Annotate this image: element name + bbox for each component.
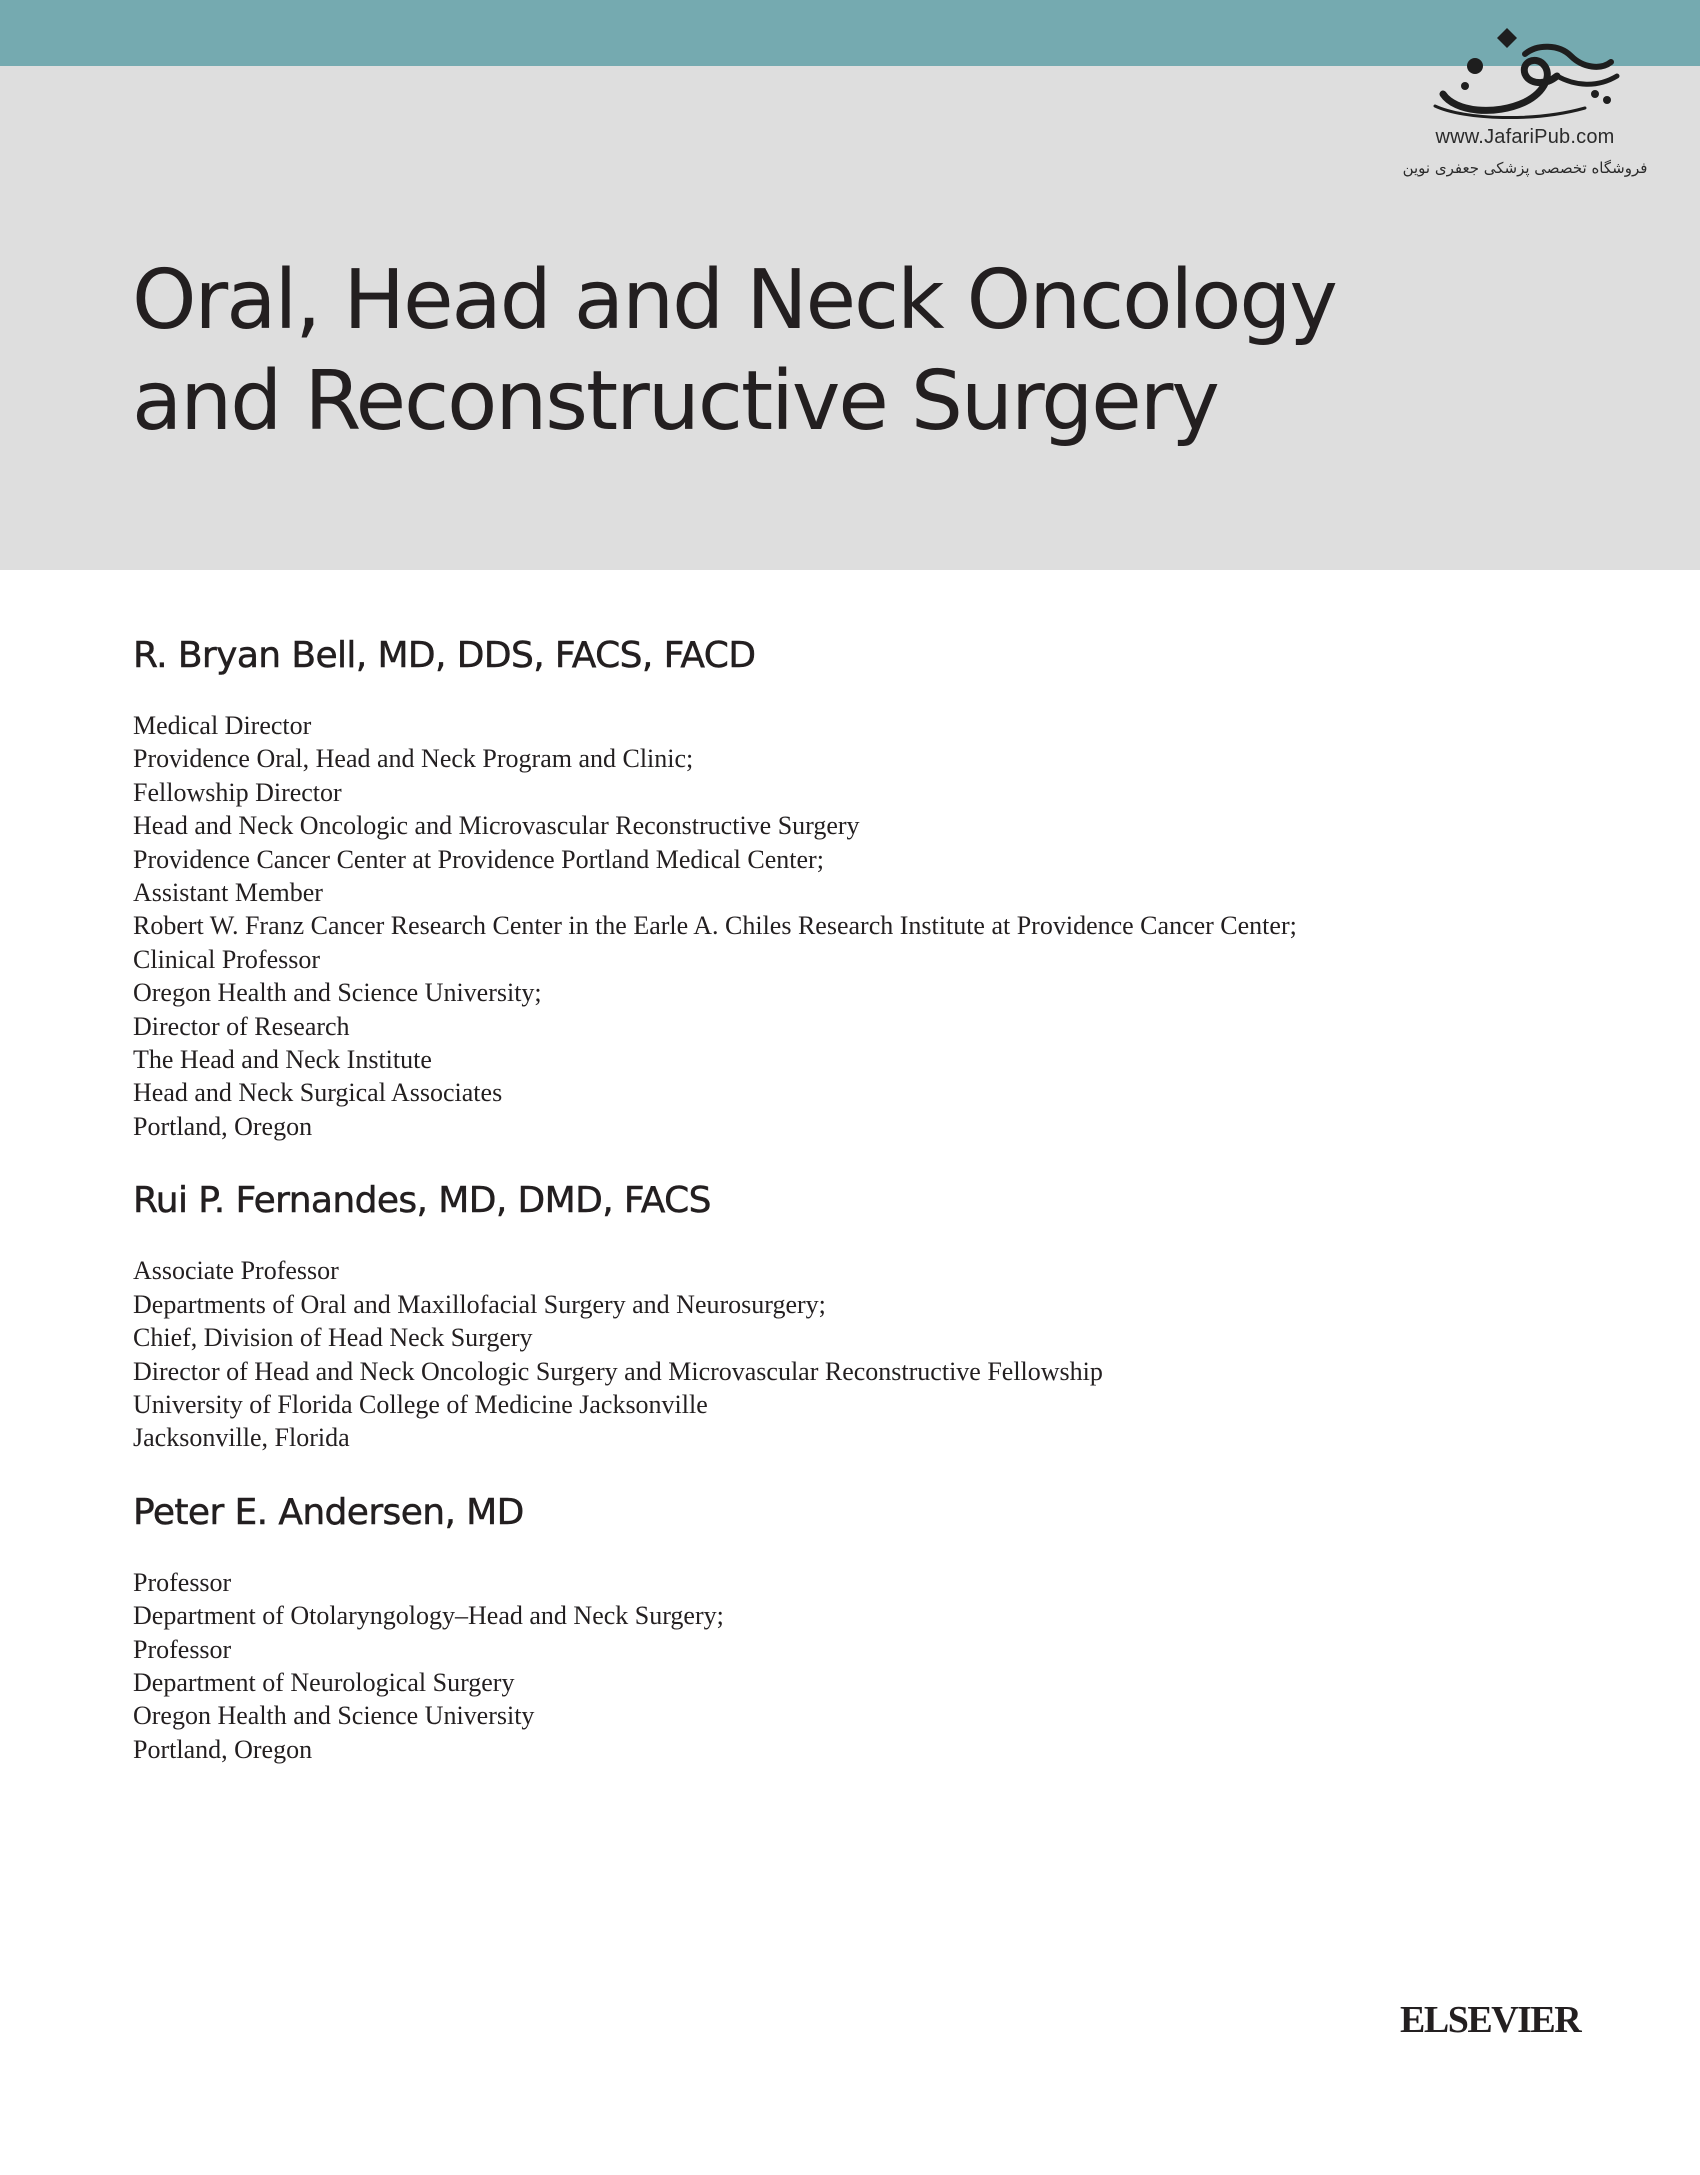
author-block (133, 628, 1633, 1143)
affiliation-line: Chief, Division of Head Neck Surgery (133, 1323, 533, 1353)
affiliation-line: Oregon Health and Science University (133, 1701, 535, 1731)
affiliation-line: Fellowship Director (133, 777, 342, 807)
affiliation-line: Director of Head and Neck Oncologic Surgery and Microvascular Reconstructive Fellowship (133, 1356, 1103, 1386)
affiliation-line: University of Florida College of Medicine Jacksonville (133, 1389, 708, 1419)
jafaripub-calligraphy-logo-icon (1425, 24, 1625, 124)
author-affiliations (133, 1566, 1633, 1766)
author-affiliations (133, 709, 1633, 1143)
affiliation-line: Department of Neurological Surgery (133, 1667, 515, 1697)
affiliation-line: Oregon Health and Science University; (133, 978, 542, 1008)
book-title-line-2: and Reconstructive Surgery (132, 354, 1218, 449)
logo-url: www.JafariPub.com (1435, 126, 1615, 148)
author-name: Rui P. Fernandes, MD, DMD, FACS (133, 1180, 711, 1222)
author-block (133, 1485, 1633, 1766)
affiliation-line: Clinical Professor (133, 944, 321, 974)
logo-tagline: فروشگاه تخصصی پزشکی جعفری نوین (1402, 159, 1648, 177)
affiliation-line: Assistant Member (133, 878, 323, 908)
author-name: Peter E. Andersen, MD (133, 1491, 524, 1533)
affiliation-line: Jacksonville, Florida (133, 1423, 350, 1453)
affiliation-line: Robert W. Franz Cancer Research Center in the Earle A. Chiles Research Institute at Providence Cancer Center; (133, 911, 1297, 941)
authors-section (133, 628, 1633, 1796)
affiliation-line: Professor (133, 1567, 232, 1597)
publisher-logo (1380, 24, 1670, 194)
book-title (132, 250, 1336, 452)
affiliation-line: Department of Otolaryngology–Head and Neck Surgery; (133, 1601, 724, 1631)
affiliation-line: Medical Director (133, 711, 312, 740)
affiliation-line: The Head and Neck Institute (133, 1045, 432, 1075)
affiliation-line: Head and Neck Oncologic and Microvascular Reconstructive Surgery (133, 811, 860, 841)
author-name: R. Bryan Bell, MD, DDS, FACS, FACD (133, 635, 756, 676)
affiliation-line: Portland, Oregon (133, 1111, 313, 1141)
book-title-line-1: Oral, Head and Neck Oncology (132, 253, 1336, 348)
affiliation-line: Providence Oral, Head and Neck Program and Clinic; (133, 744, 694, 774)
author-block (133, 1173, 1633, 1454)
affiliation-line: Associate Professor (133, 1256, 339, 1286)
affiliation-line: Professor (133, 1634, 232, 1664)
affiliation-line: Portland, Oregon (133, 1734, 313, 1764)
publisher-wordmark: ELSEVIER (1400, 1999, 1581, 2041)
affiliation-line: Providence Cancer Center at Providence Portland Medical Center; (133, 844, 824, 874)
affiliation-line: Director of Research (133, 1011, 350, 1041)
affiliation-line: Head and Neck Surgical Associates (133, 1078, 503, 1108)
affiliation-line: Departments of Oral and Maxillofacial Surgery and Neurosurgery; (133, 1289, 826, 1319)
author-affiliations (133, 1254, 1633, 1454)
